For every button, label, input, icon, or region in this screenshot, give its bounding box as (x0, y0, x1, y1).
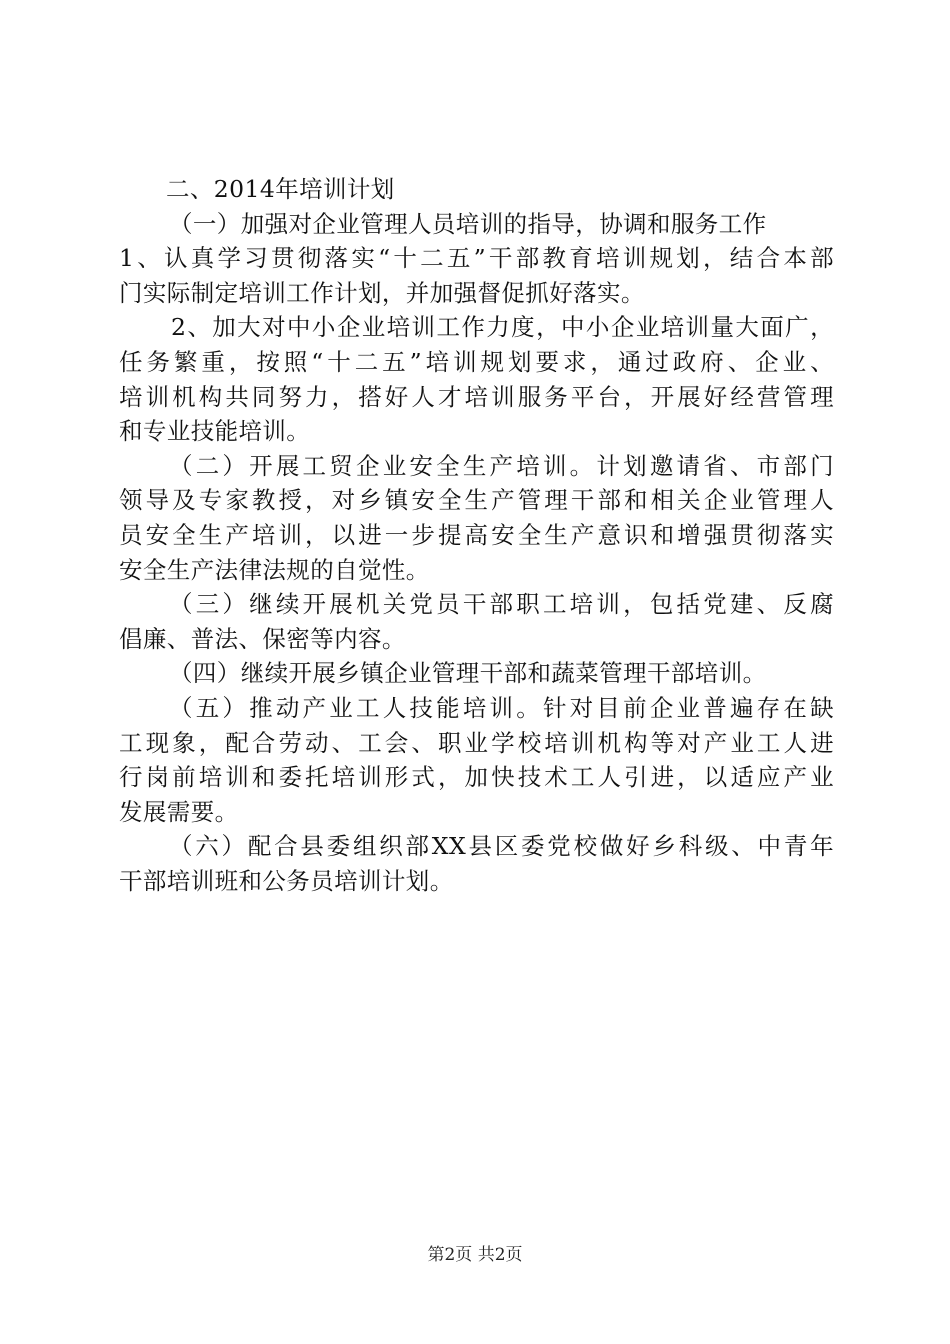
paragraph-line: 员安全生产培训，以进一步提高安全生产意识和增强贯彻落实 (119, 520, 834, 549)
paragraph-line: （四）继续开展乡镇企业管理干部和蔬菜管理干部培训。 (169, 659, 767, 688)
paragraph-line: 干部培训班和公务员培训计划。 (119, 866, 454, 895)
paragraph-line: 发展需要。 (119, 797, 239, 826)
paragraph-line: （二）开展工贸企业安全生产培训。计划邀请省、市部门 (169, 451, 834, 480)
paragraph-line: 工现象，配合劳动、工会、职业学校培训机构等对产业工人进 (119, 728, 834, 757)
paragraph-line: 安全生产法律法规的自觉性。 (119, 555, 430, 584)
paragraph-line: 行岗前培训和委托培训形式，加快技术工人引进，以适应产业 (119, 763, 834, 792)
subsection-heading-1: （一）加强对企业管理人员培训的指导，协调和服务工作 (169, 209, 767, 238)
document-body (119, 172, 834, 898)
paragraph-line: 领导及专家教授，对乡镇安全生产管理干部和相关企业管理人 (119, 486, 834, 515)
paragraph-line: 任务繁重，按照“十二五”培训规划要求，通过政府、企业、 (119, 347, 834, 376)
paragraph-line: 培训机构共同努力，搭好人才培训服务平台，开展好经营管理 (119, 382, 834, 411)
paragraph-line: 和专业技能培训。 (119, 417, 311, 446)
paragraph-line: （六）配合县委组织部XX县区委党校做好乡科级、中青年 (169, 832, 834, 861)
section-heading: 二、2014年培训计划 (166, 175, 395, 203)
paragraph-line: 倡廉、普法、保密等内容。 (119, 624, 406, 653)
page-number-footer: 第2页 共2页 (427, 1245, 523, 1265)
paragraph-line: 2、加大对中小企业培训工作力度，中小企业培训量大面广， (171, 313, 834, 342)
paragraph-line: （三）继续开展机关党员干部职工培训，包括党建、反腐 (169, 590, 834, 619)
paragraph-line: 1、认真学习贯彻落实“十二五”干部教育培训规划，结合本部 (119, 244, 834, 273)
paragraph-line: 门实际制定培训工作计划，并加强督促抓好落实。 (119, 278, 645, 307)
paragraph-line: （五）推动产业工人技能培训。针对目前企业普遍存在缺 (169, 693, 834, 722)
